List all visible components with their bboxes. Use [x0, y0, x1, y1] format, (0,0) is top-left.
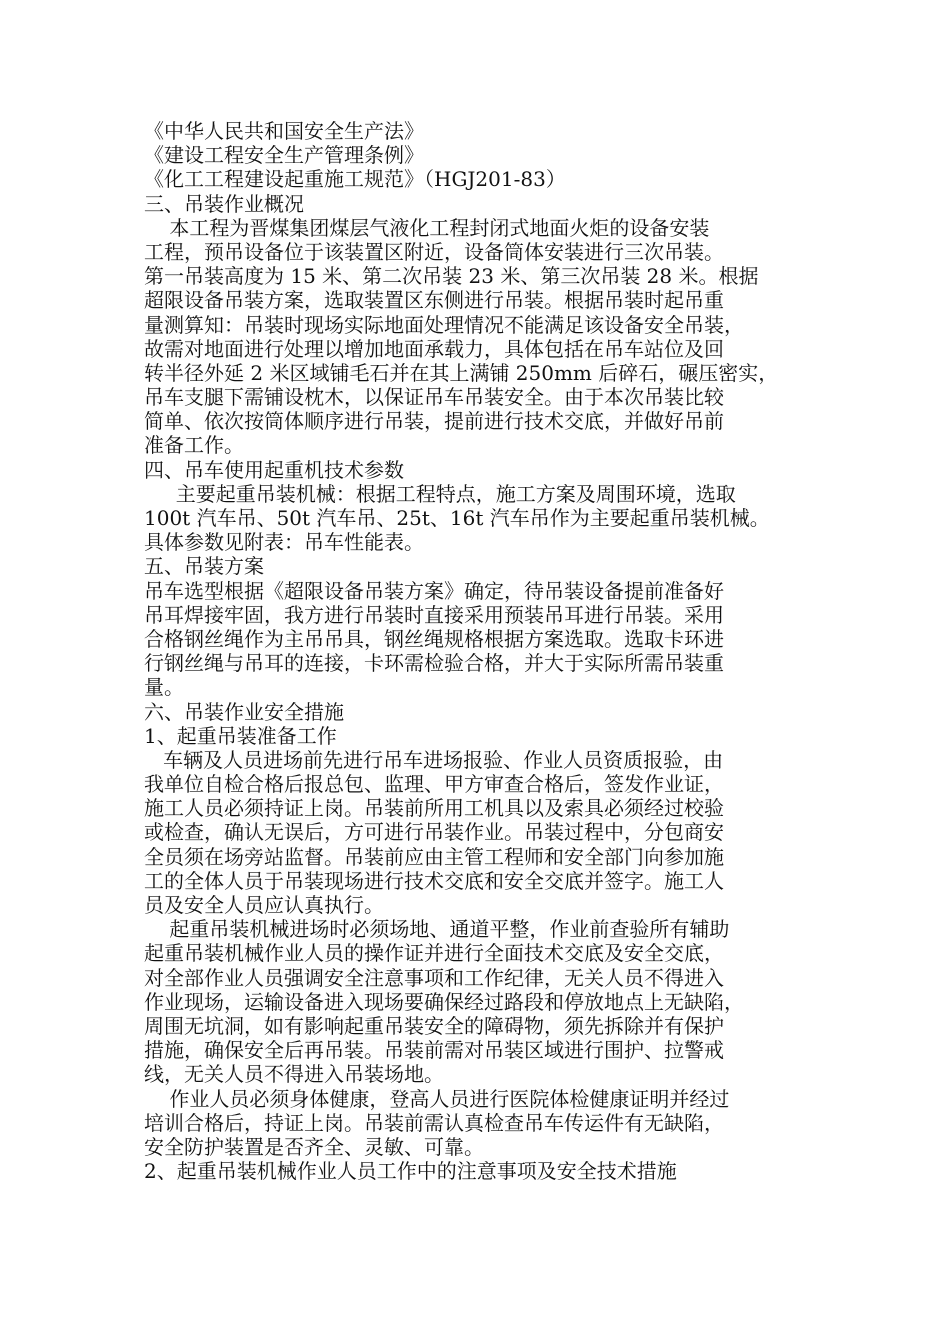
paragraph-line: 转半径外延 2 米区域铺毛石并在其上满铺 250mm 后碎石，碾压密实，	[144, 360, 779, 385]
subsection-heading-1: 1、起重吊装准备工作	[144, 723, 337, 748]
paragraph-line: 量。	[144, 675, 184, 700]
subsection-heading-2: 2、起重吊装机械作业人员工作中的注意事项及安全技术措施	[144, 1159, 677, 1184]
paragraph-line: 吊车支腿下需铺设枕木，以保证吊车吊装安全。由于本次吊装比较	[144, 385, 724, 410]
paragraph-line: 我单位自检合格后报总包、监理、甲方审查合格后，签发作业证，	[144, 772, 724, 797]
paragraph-line: 吊耳焊接牢固，我方进行吊装时直接采用预装吊耳进行吊装。采用	[144, 602, 724, 627]
paragraph-line: 起重吊装机械进场时必须场地、通道平整，作业前查验所有辅助	[144, 917, 730, 942]
paragraph-line: 作业现场，运输设备进入现场要确保经过路段和停放地点上无缺陷，	[144, 989, 744, 1014]
paragraph-line: 超限设备吊装方案，选取装置区东侧进行吊装。根据吊装时起吊重	[144, 288, 724, 313]
paragraph-line: 简单、依次按筒体顺序进行吊装，提前进行技术交底，并做好吊前	[144, 409, 724, 434]
reference-standard: 《化工工程建设起重施工规范》（HGJ201-83）	[144, 167, 566, 192]
paragraph-line: 培训合格后，持证上岗。吊装前需认真检查吊车传运件有无缺陷，	[144, 1110, 724, 1135]
section-heading-4: 四、吊车使用起重机技术参数	[144, 457, 404, 482]
section-heading-3: 三、吊装作业概况	[144, 191, 304, 216]
paragraph-line: 量测算知：吊装时现场实际地面处理情况不能满足该设备安全吊装，	[144, 312, 744, 337]
paragraph-line: 全员须在场旁站监督。吊装前应由主管工程师和安全部门向参加施	[144, 844, 724, 869]
paragraph-line: 第一吊装高度为 15 米、第二次吊装 23 米、第三次吊装 28 米。根据	[144, 264, 759, 289]
section-heading-6: 六、吊装作业安全措施	[144, 699, 344, 724]
paragraph-line: 故需对地面进行处理以增加地面承载力，具体包括在吊车站位及回	[144, 336, 724, 361]
paragraph-line: 行钢丝绳与吊耳的连接，卡环需检验合格，并大于实际所需吊装重	[144, 651, 724, 676]
reference-regulation: 《建设工程安全生产管理条例》	[144, 143, 424, 168]
paragraph-line: 或检查，确认无误后，方可进行吊装作业。吊装过程中，分包商安	[144, 820, 724, 845]
paragraph-line: 起重吊装机械作业人员的操作证并进行全面技术交底及安全交底，	[144, 941, 724, 966]
paragraph-line: 周围无坑洞，如有影响起重吊装安全的障碍物，须先拆除并有保护	[144, 1013, 724, 1038]
reference-law: 《中华人民共和国安全生产法》	[144, 119, 424, 143]
paragraph-line: 工的全体人员于吊装现场进行技术交底和安全交底并签字。施工人	[144, 868, 724, 893]
paragraph-line: 线，无关人员不得进入吊装场地。	[144, 1062, 444, 1087]
paragraph-line: 对全部作业人员强调安全注意事项和工作纪律，无关人员不得进入	[144, 965, 724, 990]
paragraph-line: 吊车选型根据《超限设备吊装方案》确定，待吊装设备提前准备好	[144, 578, 724, 603]
paragraph-line: 施工人员必须持证上岗。吊装前所用工机具以及索具必须经过校验	[144, 796, 724, 821]
paragraph-line: 本工程为晋煤集团煤层气液化工程封闭式地面火炬的设备安装	[144, 215, 710, 240]
section-heading-5: 五、吊装方案	[144, 554, 264, 579]
document-body	[144, 119, 816, 1183]
paragraph-line: 具体参数见附表：吊车性能表。	[144, 530, 424, 555]
paragraph-line: 准备工作。	[144, 433, 244, 458]
paragraph-line: 安全防护装置是否齐全、灵敏、可靠。	[144, 1134, 484, 1159]
paragraph-line: 工程，预吊设备位于该装置区附近，设备筒体安装进行三次吊装。	[144, 239, 724, 264]
paragraph-line: 主要起重吊装机械：根据工程特点，施工方案及周围环境，选取	[144, 481, 736, 506]
paragraph-line: 作业人员必须身体健康，登高人员进行医院体检健康证明并经过	[144, 1086, 730, 1111]
paragraph-line: 措施，确保安全后再吊装。吊装前需对吊装区域进行围护、拉警戒	[144, 1038, 724, 1063]
paragraph-line: 合格钢丝绳作为主吊吊具，钢丝绳规格根据方案选取。选取卡环进	[144, 626, 724, 651]
paragraph-line: 车辆及人员进场前先进行吊车进场报验、作业人员资质报验，由	[144, 747, 724, 772]
paragraph-line: 员及安全人员应认真执行。	[144, 893, 384, 917]
paragraph-line: 100t 汽车吊、50t 汽车吊、25t、16t 汽车吊作为主要起重吊装机械。	[144, 506, 770, 530]
